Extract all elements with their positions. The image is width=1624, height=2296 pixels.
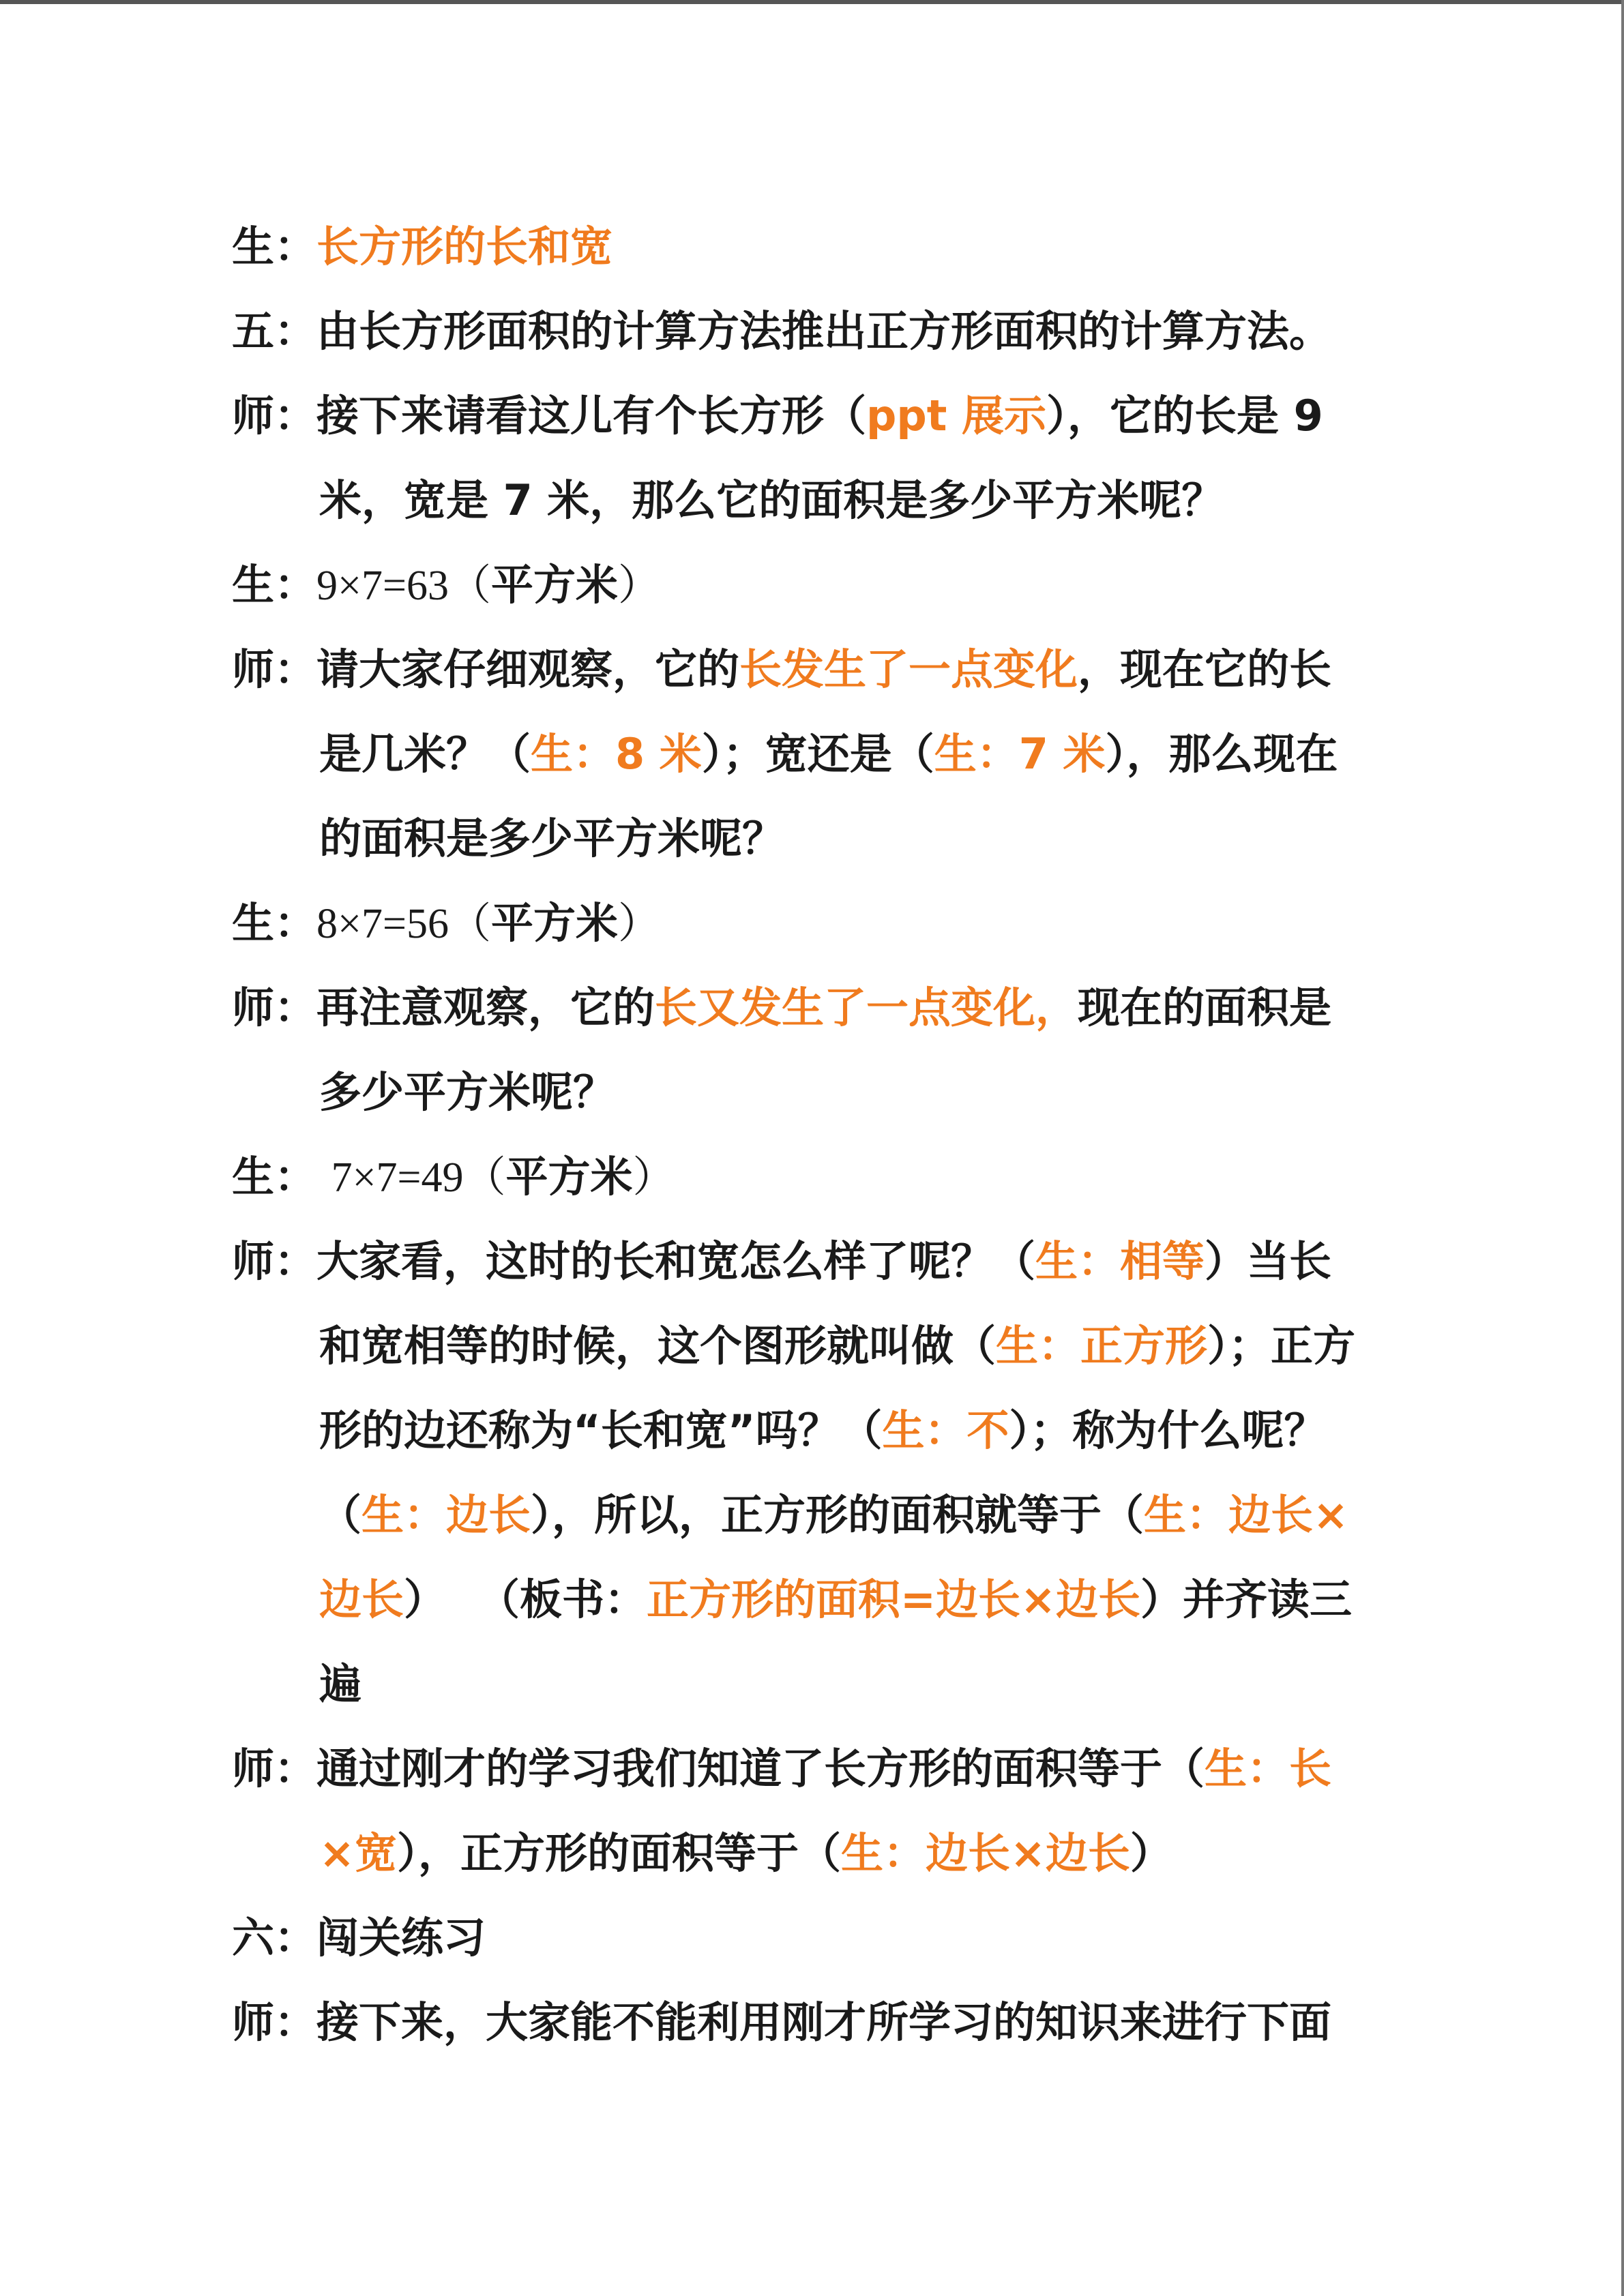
body-text: 生：	[232, 1152, 331, 1202]
text-line	[232, 712, 1405, 796]
text-line	[232, 374, 1405, 458]
body-text: 师：接下来请看这儿有个长方形（	[232, 391, 867, 441]
math-expression: ）	[617, 901, 660, 947]
text-line	[232, 796, 1405, 881]
body-text: 师：大家看，这时的长和宽怎么样了呢？（	[232, 1236, 1036, 1286]
highlighted-text: 生：长	[1205, 1744, 1332, 1793]
body-text: 生：	[232, 560, 317, 610]
body-text: ）；称为什么呢？	[1009, 1405, 1327, 1455]
body-text: 平方米	[490, 560, 618, 610]
highlighted-text: ×宽	[319, 1828, 397, 1878]
body-text: ），它的长是 9	[1046, 391, 1323, 441]
body-text: 六：闯关练习	[232, 1913, 486, 1963]
text-line	[232, 1557, 1405, 1642]
text-line	[232, 543, 1405, 627]
highlighted-text: 生：不	[882, 1405, 1009, 1455]
highlighted-text: 生：边长×	[1144, 1490, 1348, 1540]
body-text: ），正方形的面积等于（	[396, 1828, 841, 1878]
body-text: 师：通过刚才的学习我们知道了长方形的面积等于（	[232, 1744, 1205, 1793]
text-line	[232, 1388, 1405, 1473]
text-line	[232, 1304, 1405, 1388]
body-text: 师：请大家仔细观察，它的	[232, 644, 740, 694]
body-text: 米，宽是 7 米，那么它的面积是多少平方米呢？	[319, 475, 1224, 525]
text-line	[232, 1642, 1405, 1727]
text-line	[232, 1727, 1405, 1811]
body-text: ），所以，正方形的面积就等于（	[531, 1490, 1145, 1540]
text-line	[232, 458, 1405, 543]
body-text: ），那么现在	[1105, 729, 1338, 779]
body-text: 形的边还称为“长和宽”吗？（	[319, 1405, 883, 1455]
text-line	[232, 1135, 1405, 1219]
body-text: ）	[404, 1575, 447, 1624]
highlighted-text: 生：正方形	[996, 1321, 1208, 1371]
highlighted-text: 生：相等	[1035, 1236, 1205, 1286]
body-text: ）	[1130, 1828, 1172, 1878]
highlighted-text: 长又发生了一点变化，	[655, 983, 1078, 1032]
body-text: 师：再注意观察，它的	[232, 983, 655, 1032]
text-line	[232, 1050, 1405, 1135]
body-text: 平方米	[490, 898, 618, 948]
body-text: 师：接下来，大家能不能利用刚才所学习的知识来进行下面	[232, 1997, 1332, 2047]
text-line	[232, 205, 1405, 289]
body-text: 多少平方米呢？	[319, 1067, 616, 1117]
math-expression: ）	[617, 563, 660, 609]
highlighted-text: 正方形的面积=边长×边长	[647, 1575, 1140, 1624]
body-text: 的面积是多少平方米呢？	[319, 814, 785, 863]
highlighted-text: 长方形的长和宽	[316, 222, 613, 271]
math-expression: ）	[632, 1154, 675, 1201]
text-line	[232, 627, 1405, 712]
body-text: （板书：	[477, 1575, 647, 1624]
body-text: ）并齐读三	[1140, 1575, 1352, 1624]
body-text: ）当长	[1205, 1236, 1332, 1286]
highlighted-text: 长发生了一点变化	[739, 644, 1078, 694]
body-text: ）；正方	[1207, 1321, 1356, 1371]
text-line	[232, 966, 1405, 1050]
highlighted-text: 生：边长	[361, 1490, 531, 1540]
body-text: ）；宽还是（	[701, 729, 934, 779]
body-text: 现在的面积是	[1078, 983, 1332, 1032]
math-expression: 9×7=63（	[316, 563, 491, 609]
highlighted-text: 生：边长×边长	[840, 1828, 1130, 1878]
text-line	[232, 1980, 1405, 2065]
body-text: 和宽相等的时候，这个图形就叫做（	[319, 1321, 996, 1371]
body-text: 遍	[319, 1659, 362, 1709]
highlighted-text: ppt 展示	[866, 391, 1047, 441]
highlighted-text: 边长	[319, 1575, 404, 1624]
math-expression: 7×7=49（	[331, 1154, 506, 1201]
text-line	[232, 1896, 1405, 1980]
body-text: 是几米？（	[319, 729, 531, 779]
highlighted-text: 生：8 米	[531, 729, 702, 779]
body-text: 生：	[232, 898, 317, 948]
body-text: （	[319, 1490, 362, 1540]
body-text: ，现在它的长	[1078, 644, 1332, 694]
body-text: 生：	[232, 222, 317, 271]
page-top-border	[0, 0, 1624, 4]
text-line	[232, 1473, 1405, 1557]
highlighted-text: 生：7 米	[934, 729, 1106, 779]
text-line	[232, 881, 1405, 966]
document-page	[232, 205, 1405, 2065]
text-line	[232, 289, 1405, 374]
body-text: 五：由长方形面积的计算方法推出正方形面积的计算方法。	[232, 306, 1332, 356]
text-line	[232, 1811, 1405, 1896]
page-right-border	[1621, 0, 1624, 2296]
body-text: 平方米	[505, 1152, 633, 1202]
text-line	[232, 1219, 1405, 1304]
math-expression: 8×7=56（	[316, 901, 491, 947]
